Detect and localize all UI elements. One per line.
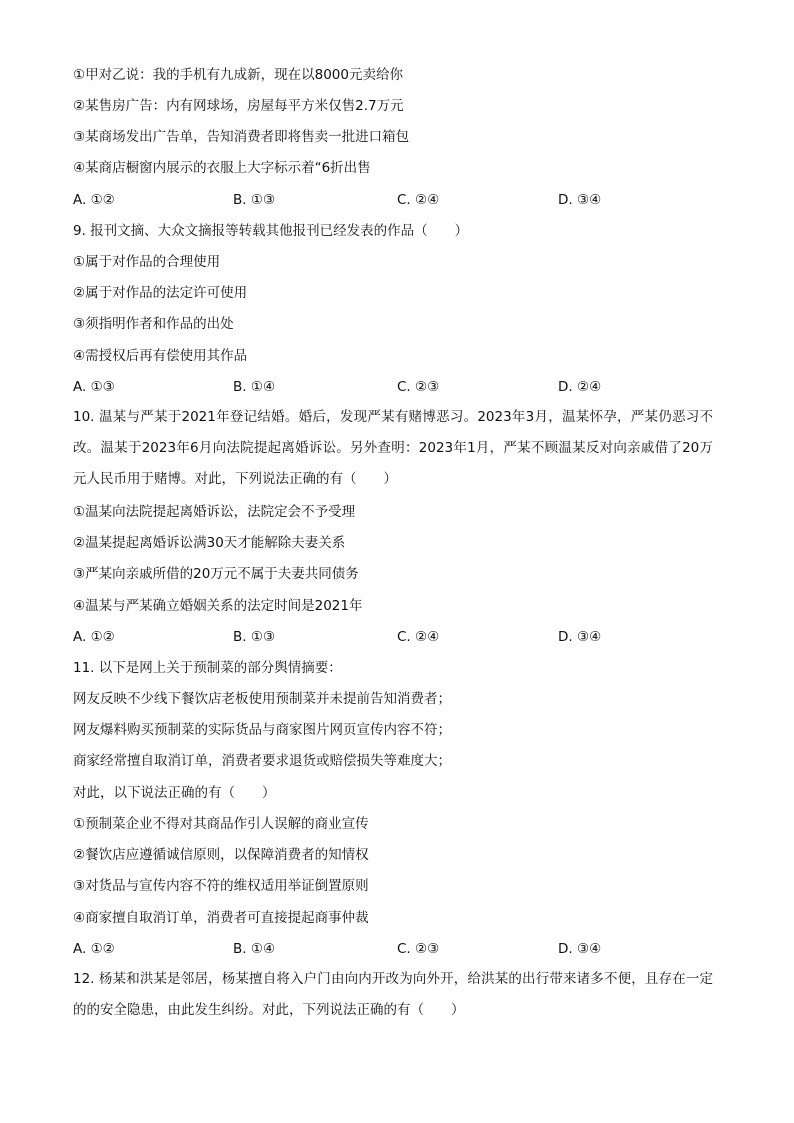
q11-stem: 11. 以下是网上关于预制菜的部分舆情摘要：: [73, 660, 342, 676]
q8-statement-2: ②某售房广告：内有网球场，房屋每平方米仅售2.7万元: [73, 98, 404, 114]
q11-excerpt-1: 网友反映不少线下餐饮店老板使用预制菜并未提前告知消费者；: [73, 691, 451, 707]
q11-statement-3: ③对货品与宣传内容不符的维权适用举证倒置原则: [73, 878, 369, 894]
q9-stem: 9. 报刊文摘、大众文摘报等转载其他报刊已经发表的作品（ ）: [73, 223, 469, 239]
q10-option-b: B. ①③: [233, 629, 276, 645]
q11-statement-2: ②餐饮店应遵循诚信原则，以保障消费者的知情权: [73, 847, 369, 863]
q11-option-d: D. ③④: [558, 941, 602, 957]
q11-statement-1: ①预制菜企业不得对其商品作引人误解的商业宣传: [73, 816, 369, 832]
q10-option-d: D. ③④: [558, 629, 602, 645]
q11-option-b: B. ①④: [233, 941, 276, 957]
q9-statement-1: ①属于对作品的合理使用: [73, 254, 221, 270]
q8-statement-3: ③某商场发出广告单，告知消费者即将售卖一批进口箱包: [73, 129, 410, 145]
q11-option-c: C. ②③: [397, 941, 440, 957]
q8-statement-1: ①甲对乙说：我的手机有九成新，现在以8000元卖给你: [73, 67, 403, 83]
q8-option-b: B. ①③: [233, 192, 276, 208]
q10-statement-2: ②温某提起离婚诉讼满30天才能解除夫妻关系: [73, 535, 346, 551]
q11-excerpt-3: 商家经常擅自取消订单，消费者要求退货或赔偿损失等难度大；: [73, 753, 451, 769]
q8-statement-4: ④某商店橱窗内展示的衣服上大字标示着“6折出售: [73, 160, 371, 176]
q9-option-a: A. ①③: [73, 379, 115, 395]
q11-excerpt-2: 网友爆料购买预制菜的实际货品与商家图片网页宣传内容不符；: [73, 722, 451, 738]
q10-stem: 10. 温某与严某于2021年登记结婚。婚后，发现严某有赌博恶习。2023年3月，温某怀孕，严某仍恶习不改。温某于2023年6月向法院提起离婚诉讼。另外查明：2023年1月，严某不顾温某反对向亲戚借了20万元人民币用于赌博。对此，下列说法正确的有（ ）: [73, 409, 713, 487]
q9-option-b: B. ①④: [233, 379, 276, 395]
q9-statement-4: ④需授权后再有偿使用其作品: [73, 348, 248, 364]
q11-option-a: A. ①②: [73, 941, 115, 957]
q9-option-c: C. ②③: [397, 379, 440, 395]
q10-statement-4: ④温某与严某确立婚姻关系的法定时间是2021年: [73, 598, 363, 614]
q11-statement-4: ④商家擅自取消订单，消费者可直接提起商事仲裁: [73, 910, 369, 926]
q10-option-a: A. ①②: [73, 629, 115, 645]
q12-stem: 12. 杨某和洪某是邻居，杨某擅自将入户门由向内开改为向外开，给洪某的出行带来诸多不便，且存在一定的的安全隐患，由此发生纠纷。对此，下列说法正确的有（ ）: [73, 971, 713, 1018]
q11-question: 对此，以下说法正确的有（ ）: [73, 785, 276, 801]
q8-option-a: A. ①②: [73, 192, 115, 208]
q9-statement-2: ②属于对作品的法定许可使用: [73, 285, 248, 301]
q10-statement-1: ①温某向法院提起离婚诉讼，法院定会不予受理: [73, 504, 356, 520]
q9-statement-3: ③须指明作者和作品的出处: [73, 316, 234, 332]
q8-option-c: C. ②④: [397, 192, 440, 208]
q10-option-c: C. ②④: [397, 629, 440, 645]
q8-option-d: D. ③④: [558, 192, 602, 208]
q10-statement-3: ③严某向亲戚所借的20万元不属于夫妻共同债务: [73, 566, 359, 582]
q9-option-d: D. ②④: [558, 379, 602, 395]
